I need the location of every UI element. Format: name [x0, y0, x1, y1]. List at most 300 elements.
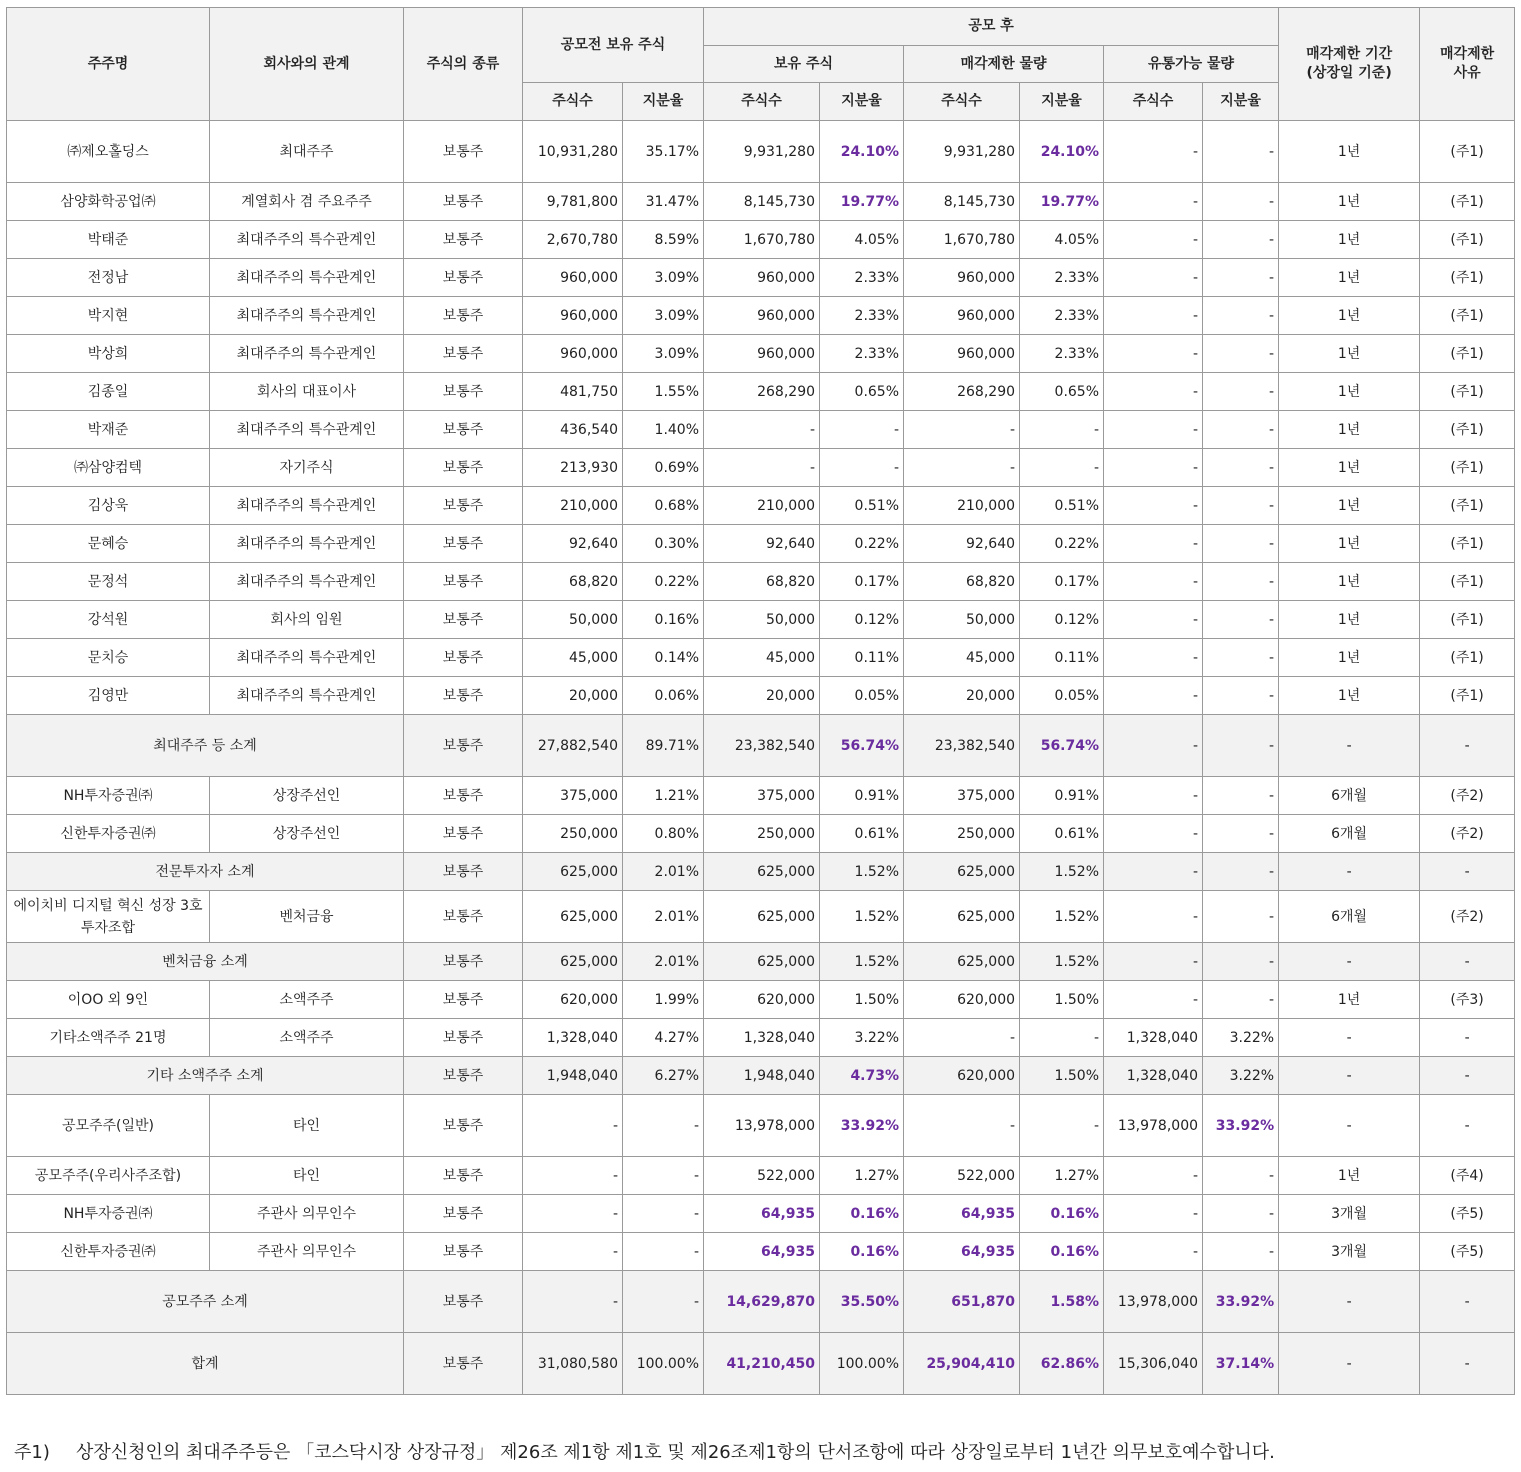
tr-ratio-cell: - — [1203, 563, 1279, 601]
res-ratio-cell: 62.86% — [1020, 1333, 1104, 1395]
hold-shares-cell: 45,000 — [704, 639, 820, 677]
stock-type-cell: 보통주 — [404, 373, 523, 411]
tr-shares-cell: - — [1104, 677, 1203, 715]
pre-ratio-cell: - — [623, 1271, 704, 1333]
pre-shares-cell: - — [523, 1195, 623, 1233]
tr-shares-cell: - — [1104, 373, 1203, 411]
res-ratio-cell: 4.05% — [1020, 221, 1104, 259]
relation-cell: 최대주주의 특수관계인 — [210, 563, 404, 601]
tr-shares-cell: - — [1104, 121, 1203, 183]
pre-shares-cell: 1,948,040 — [523, 1057, 623, 1095]
tr-shares-cell: 13,978,000 — [1104, 1095, 1203, 1157]
pre-ratio-cell: 31.47% — [623, 183, 704, 221]
restriction-period-cell: 1년 — [1279, 487, 1420, 525]
restriction-period-cell: 1년 — [1279, 601, 1420, 639]
tr-shares-cell: - — [1104, 1157, 1203, 1195]
tr-shares-cell: - — [1104, 981, 1203, 1019]
res-shares-cell: 20,000 — [904, 677, 1020, 715]
hold-ratio-cell: 0.16% — [820, 1195, 904, 1233]
relation-cell: 계열회사 겸 주요주주 — [210, 183, 404, 221]
stock-type-cell: 보통주 — [404, 221, 523, 259]
relation-cell: 상장주선인 — [210, 815, 404, 853]
shareholder-cell: 삼양화학공업㈜ — [7, 183, 210, 221]
res-ratio-cell: 0.05% — [1020, 677, 1104, 715]
footnote-label: 주1) — [14, 1442, 50, 1463]
res-ratio-cell: 2.33% — [1020, 297, 1104, 335]
pre-shares-cell: 625,000 — [523, 853, 623, 891]
hold-ratio-cell: 24.10% — [820, 121, 904, 183]
res-ratio-cell: - — [1020, 1095, 1104, 1157]
shareholder-cell: NH투자증권㈜ — [7, 1195, 210, 1233]
restriction-period-cell: 1년 — [1279, 297, 1420, 335]
subtotal-row — [7, 1057, 1515, 1095]
restriction-reason-cell: (주1) — [1420, 221, 1515, 259]
pre-ratio-cell: 1.21% — [623, 777, 704, 815]
res-ratio-cell: 24.10% — [1020, 121, 1104, 183]
table-row — [7, 487, 1515, 525]
res-shares-cell: 375,000 — [904, 777, 1020, 815]
stock-type-cell: 보통주 — [404, 815, 523, 853]
hold-shares-cell: 250,000 — [704, 815, 820, 853]
tr-shares-cell: - — [1104, 639, 1203, 677]
shareholder-cell: 박태준 — [7, 221, 210, 259]
stock-type-cell: 보통주 — [404, 1195, 523, 1233]
stock-type-cell: 보통주 — [404, 1157, 523, 1195]
pre-ratio-cell: 89.71% — [623, 715, 704, 777]
restriction-period-cell: 1년 — [1279, 411, 1420, 449]
hold-ratio-cell: 0.12% — [820, 601, 904, 639]
stock-type-cell: 보통주 — [404, 183, 523, 221]
stock-type-cell: 보통주 — [404, 639, 523, 677]
pre-ratio-cell: 0.30% — [623, 525, 704, 563]
pre-shares-cell: 92,640 — [523, 525, 623, 563]
hold-shares-cell: 625,000 — [704, 891, 820, 943]
relation-cell: 소액주주 — [210, 981, 404, 1019]
subtotal-row — [7, 943, 1515, 981]
hold-shares-cell: 1,670,780 — [704, 221, 820, 259]
shareholder-cell: 김영만 — [7, 677, 210, 715]
res-ratio-cell: 1.50% — [1020, 981, 1104, 1019]
hold-ratio-cell: 4.73% — [820, 1057, 904, 1095]
pre-shares-cell: - — [523, 1095, 623, 1157]
relation-cell: 벤처금융 — [210, 891, 404, 943]
pre-shares-cell: - — [523, 1271, 623, 1333]
restriction-reason-cell: (주1) — [1420, 335, 1515, 373]
header-tradable: 유통가능 물량 — [1104, 46, 1279, 83]
header-ratio: 지분율 — [1020, 83, 1104, 121]
restriction-reason-cell: (주1) — [1420, 601, 1515, 639]
hold-ratio-cell: 0.22% — [820, 525, 904, 563]
stock-type-cell: 보통주 — [404, 259, 523, 297]
relation-cell: 주관사 의무인수 — [210, 1233, 404, 1271]
restriction-reason-cell: (주1) — [1420, 487, 1515, 525]
hold-ratio-cell: 0.65% — [820, 373, 904, 411]
tr-shares-cell: - — [1104, 891, 1203, 943]
shareholder-cell: 김상욱 — [7, 487, 210, 525]
tr-ratio-cell: 37.14% — [1203, 1333, 1279, 1395]
stock-type-cell: 보통주 — [404, 891, 523, 943]
subtotal-row — [7, 1271, 1515, 1333]
subtotal-row — [7, 1333, 1515, 1395]
stock-type-cell: 보통주 — [404, 853, 523, 891]
pre-ratio-cell: 3.09% — [623, 259, 704, 297]
hold-ratio-cell: 100.00% — [820, 1333, 904, 1395]
pre-ratio-cell: 1.55% — [623, 373, 704, 411]
restriction-reason-cell: (주1) — [1420, 297, 1515, 335]
restriction-reason-cell: - — [1420, 853, 1515, 891]
shareholder-cell: 박재준 — [7, 411, 210, 449]
hold-shares-cell: 1,948,040 — [704, 1057, 820, 1095]
table-row — [7, 297, 1515, 335]
pre-shares-cell: - — [523, 1233, 623, 1271]
pre-ratio-cell: - — [623, 1233, 704, 1271]
res-shares-cell: 960,000 — [904, 335, 1020, 373]
res-ratio-cell: 1.27% — [1020, 1157, 1104, 1195]
tr-ratio-cell: - — [1203, 373, 1279, 411]
tr-shares-cell: - — [1104, 943, 1203, 981]
pre-ratio-cell: 0.68% — [623, 487, 704, 525]
res-ratio-cell: 0.22% — [1020, 525, 1104, 563]
hold-shares-cell: 23,382,540 — [704, 715, 820, 777]
stock-type-cell: 보통주 — [404, 449, 523, 487]
pre-ratio-cell: - — [623, 1095, 704, 1157]
res-shares-cell: 960,000 — [904, 259, 1020, 297]
restriction-reason-cell: (주1) — [1420, 449, 1515, 487]
hold-shares-cell: 8,145,730 — [704, 183, 820, 221]
shareholder-cell: 문정석 — [7, 563, 210, 601]
table-row — [7, 1095, 1515, 1157]
table-row — [7, 525, 1515, 563]
hold-shares-cell: 960,000 — [704, 259, 820, 297]
footnote — [14, 1438, 1275, 1464]
restriction-period-cell: 6개월 — [1279, 777, 1420, 815]
pre-ratio-cell: 4.27% — [623, 1019, 704, 1057]
tr-ratio-cell: - — [1203, 853, 1279, 891]
pre-shares-cell: 625,000 — [523, 891, 623, 943]
tr-ratio-cell: - — [1203, 677, 1279, 715]
hold-shares-cell: 68,820 — [704, 563, 820, 601]
shareholder-cell: 공모주주(일반) — [7, 1095, 210, 1157]
tr-ratio-cell: - — [1203, 259, 1279, 297]
stock-type-cell: 보통주 — [404, 715, 523, 777]
table-row — [7, 411, 1515, 449]
shareholder-cell: 문혜승 — [7, 525, 210, 563]
header-holding: 보유 주식 — [704, 46, 904, 83]
res-ratio-cell: 1.58% — [1020, 1271, 1104, 1333]
pre-ratio-cell: 35.17% — [623, 121, 704, 183]
hold-ratio-cell: 3.22% — [820, 1019, 904, 1057]
shareholder-cell: 강석원 — [7, 601, 210, 639]
tr-shares-cell: 15,306,040 — [1104, 1333, 1203, 1395]
shareholder-cell: 박상희 — [7, 335, 210, 373]
restriction-reason-cell: (주1) — [1420, 639, 1515, 677]
pre-ratio-cell: 3.09% — [623, 335, 704, 373]
tr-shares-cell: - — [1104, 183, 1203, 221]
hold-shares-cell: 522,000 — [704, 1157, 820, 1195]
hold-ratio-cell: 0.91% — [820, 777, 904, 815]
hold-shares-cell: 14,629,870 — [704, 1271, 820, 1333]
res-shares-cell: 64,935 — [904, 1195, 1020, 1233]
pre-shares-cell: 250,000 — [523, 815, 623, 853]
pre-shares-cell: 960,000 — [523, 335, 623, 373]
res-shares-cell: 620,000 — [904, 981, 1020, 1019]
restriction-period-cell: 1년 — [1279, 563, 1420, 601]
hold-ratio-cell: 1.52% — [820, 943, 904, 981]
lockup-shareholder-table — [6, 7, 1515, 1395]
stock-type-cell: 보통주 — [404, 563, 523, 601]
pre-ratio-cell: 0.06% — [623, 677, 704, 715]
tr-ratio-cell: - — [1203, 525, 1279, 563]
res-shares-cell: - — [904, 1019, 1020, 1057]
shareholder-cell: 박지현 — [7, 297, 210, 335]
relation-cell: 최대주주의 특수관계인 — [210, 639, 404, 677]
relation-cell: 소액주주 — [210, 1019, 404, 1057]
restriction-reason-cell: (주1) — [1420, 373, 1515, 411]
tr-shares-cell: - — [1104, 335, 1203, 373]
subtotal-row — [7, 715, 1515, 777]
table-row — [7, 183, 1515, 221]
res-ratio-cell: - — [1020, 449, 1104, 487]
hold-shares-cell: 50,000 — [704, 601, 820, 639]
stock-type-cell: 보통주 — [404, 677, 523, 715]
table-body — [7, 121, 1515, 1395]
stock-type-cell: 보통주 — [404, 1233, 523, 1271]
header-period-line1: 매각제한 기간 — [1306, 46, 1393, 62]
pre-shares-cell: 20,000 — [523, 677, 623, 715]
restriction-period-cell: - — [1279, 1333, 1420, 1395]
stock-type-cell: 보통주 — [404, 335, 523, 373]
pre-ratio-cell: 3.09% — [623, 297, 704, 335]
relation-cell: 최대주주 — [210, 121, 404, 183]
restriction-period-cell: - — [1279, 1271, 1420, 1333]
pre-shares-cell: 50,000 — [523, 601, 623, 639]
shareholder-cell: NH투자증권㈜ — [7, 777, 210, 815]
restriction-reason-cell: (주2) — [1420, 815, 1515, 853]
res-ratio-cell: 0.51% — [1020, 487, 1104, 525]
tr-ratio-cell: - — [1203, 297, 1279, 335]
pre-ratio-cell: - — [623, 1195, 704, 1233]
hold-shares-cell: 13,978,000 — [704, 1095, 820, 1157]
relation-cell: 타인 — [210, 1157, 404, 1195]
table-row — [7, 677, 1515, 715]
header-shares: 주식수 — [904, 83, 1020, 121]
shareholder-cell: 신한투자증권㈜ — [7, 1233, 210, 1271]
hold-ratio-cell: 0.51% — [820, 487, 904, 525]
stock-type-cell: 보통주 — [404, 297, 523, 335]
hold-ratio-cell: 33.92% — [820, 1095, 904, 1157]
subtotal-label-cell: 전문투자자 소계 — [7, 853, 404, 891]
res-ratio-cell: 1.50% — [1020, 1057, 1104, 1095]
restriction-period-cell: 1년 — [1279, 449, 1420, 487]
restriction-period-cell: - — [1279, 715, 1420, 777]
tr-ratio-cell: - — [1203, 981, 1279, 1019]
stock-type-cell: 보통주 — [404, 411, 523, 449]
table-row — [7, 981, 1515, 1019]
pre-ratio-cell: 6.27% — [623, 1057, 704, 1095]
pre-shares-cell: 210,000 — [523, 487, 623, 525]
restriction-reason-cell: (주1) — [1420, 563, 1515, 601]
pre-shares-cell: 436,540 — [523, 411, 623, 449]
hold-ratio-cell: 2.33% — [820, 259, 904, 297]
header-reason-line1: 매각제한 — [1440, 46, 1495, 62]
tr-shares-cell: - — [1104, 715, 1203, 777]
res-shares-cell: - — [904, 449, 1020, 487]
table-row — [7, 449, 1515, 487]
res-ratio-cell: 0.16% — [1020, 1233, 1104, 1271]
res-shares-cell: 92,640 — [904, 525, 1020, 563]
hold-shares-cell: 41,210,450 — [704, 1333, 820, 1395]
pre-shares-cell: 45,000 — [523, 639, 623, 677]
restriction-reason-cell: (주1) — [1420, 677, 1515, 715]
restriction-period-cell: 1년 — [1279, 121, 1420, 183]
tr-shares-cell: 1,328,040 — [1104, 1019, 1203, 1057]
restriction-period-cell: 1년 — [1279, 677, 1420, 715]
hold-shares-cell: 92,640 — [704, 525, 820, 563]
header-ratio: 지분율 — [820, 83, 904, 121]
stock-type-cell: 보통주 — [404, 121, 523, 183]
pre-ratio-cell: - — [623, 1157, 704, 1195]
restriction-reason-cell: - — [1420, 1095, 1515, 1157]
shareholder-cell: 김종일 — [7, 373, 210, 411]
hold-shares-cell: 625,000 — [704, 853, 820, 891]
hold-ratio-cell: 0.61% — [820, 815, 904, 853]
res-shares-cell: 45,000 — [904, 639, 1020, 677]
res-ratio-cell: 56.74% — [1020, 715, 1104, 777]
restriction-period-cell: - — [1279, 943, 1420, 981]
hold-ratio-cell: 56.74% — [820, 715, 904, 777]
shareholder-cell: 신한투자증권㈜ — [7, 815, 210, 853]
restriction-period-cell: 1년 — [1279, 373, 1420, 411]
res-shares-cell: 268,290 — [904, 373, 1020, 411]
relation-cell: 상장주선인 — [210, 777, 404, 815]
header-ratio: 지분율 — [623, 83, 704, 121]
pre-shares-cell: 9,781,800 — [523, 183, 623, 221]
res-shares-cell: - — [904, 411, 1020, 449]
table-row — [7, 601, 1515, 639]
res-shares-cell: 522,000 — [904, 1157, 1020, 1195]
tr-ratio-cell: - — [1203, 221, 1279, 259]
header-shares: 주식수 — [1104, 83, 1203, 121]
restriction-period-cell: 1년 — [1279, 221, 1420, 259]
table-row — [7, 777, 1515, 815]
stock-type-cell: 보통주 — [404, 943, 523, 981]
table-row — [7, 121, 1515, 183]
pre-shares-cell: 2,670,780 — [523, 221, 623, 259]
res-shares-cell: 25,904,410 — [904, 1333, 1020, 1395]
restriction-period-cell: 6개월 — [1279, 815, 1420, 853]
hold-shares-cell: 268,290 — [704, 373, 820, 411]
hold-shares-cell: 20,000 — [704, 677, 820, 715]
restriction-period-cell: - — [1279, 853, 1420, 891]
pre-ratio-cell: 0.80% — [623, 815, 704, 853]
pre-shares-cell: 960,000 — [523, 259, 623, 297]
tr-shares-cell: - — [1104, 1195, 1203, 1233]
restriction-period-cell: - — [1279, 1019, 1420, 1057]
restriction-reason-cell: (주1) — [1420, 183, 1515, 221]
tr-ratio-cell: - — [1203, 639, 1279, 677]
res-shares-cell: 210,000 — [904, 487, 1020, 525]
hold-ratio-cell: 2.33% — [820, 335, 904, 373]
stock-type-cell: 보통주 — [404, 1095, 523, 1157]
tr-shares-cell: - — [1104, 487, 1203, 525]
tr-ratio-cell: - — [1203, 943, 1279, 981]
header-post-ipo: 공모 후 — [704, 8, 1279, 46]
tr-ratio-cell: - — [1203, 183, 1279, 221]
subtotal-label-cell: 합계 — [7, 1333, 404, 1395]
pre-ratio-cell: 0.14% — [623, 639, 704, 677]
table-row — [7, 259, 1515, 297]
pre-shares-cell: 375,000 — [523, 777, 623, 815]
res-shares-cell: 9,931,280 — [904, 121, 1020, 183]
hold-shares-cell: 620,000 — [704, 981, 820, 1019]
pre-shares-cell: 625,000 — [523, 943, 623, 981]
tr-shares-cell: - — [1104, 563, 1203, 601]
restriction-reason-cell: (주5) — [1420, 1195, 1515, 1233]
pre-shares-cell: 620,000 — [523, 981, 623, 1019]
hold-ratio-cell: 1.52% — [820, 853, 904, 891]
hold-ratio-cell: 1.50% — [820, 981, 904, 1019]
hold-ratio-cell: 1.52% — [820, 891, 904, 943]
pre-ratio-cell: 8.59% — [623, 221, 704, 259]
tr-shares-cell: - — [1104, 525, 1203, 563]
relation-cell: 최대주주의 특수관계인 — [210, 487, 404, 525]
tr-ratio-cell: - — [1203, 815, 1279, 853]
header-shares: 주식수 — [523, 83, 623, 121]
res-ratio-cell: 0.61% — [1020, 815, 1104, 853]
shareholder-cell: 기타소액주주 21명 — [7, 1019, 210, 1057]
restriction-reason-cell: (주5) — [1420, 1233, 1515, 1271]
restriction-period-cell: 1년 — [1279, 1157, 1420, 1195]
relation-cell: 최대주주의 특수관계인 — [210, 297, 404, 335]
pre-shares-cell: 68,820 — [523, 563, 623, 601]
restriction-reason-cell: - — [1420, 1333, 1515, 1395]
hold-shares-cell: 64,935 — [704, 1233, 820, 1271]
relation-cell: 자기주식 — [210, 449, 404, 487]
res-ratio-cell: 2.33% — [1020, 335, 1104, 373]
tr-shares-cell: - — [1104, 221, 1203, 259]
restriction-reason-cell: (주1) — [1420, 411, 1515, 449]
pre-shares-cell: 10,931,280 — [523, 121, 623, 183]
subtotal-row — [7, 853, 1515, 891]
res-shares-cell: 1,670,780 — [904, 221, 1020, 259]
tr-shares-cell: - — [1104, 1233, 1203, 1271]
header-stock-type: 주식의 종류 — [404, 8, 523, 121]
restriction-period-cell: - — [1279, 1095, 1420, 1157]
restriction-period-cell: 6개월 — [1279, 891, 1420, 943]
subtotal-label-cell: 벤처금융 소계 — [7, 943, 404, 981]
table-row — [7, 1233, 1515, 1271]
hold-shares-cell: 375,000 — [704, 777, 820, 815]
relation-cell: 주관사 의무인수 — [210, 1195, 404, 1233]
res-ratio-cell: 1.52% — [1020, 943, 1104, 981]
relation-cell: 회사의 대표이사 — [210, 373, 404, 411]
footnote-text: 상장신청인의 최대주주등은 「코스닥시장 상장규정」 제26조 제1항 제1호 및 제26조제1항의 단서조항에 따라 상장일로부터 1년간 의무보호예수합니다. — [76, 1442, 1275, 1463]
stock-type-cell: 보통주 — [404, 1019, 523, 1057]
pre-ratio-cell: 0.16% — [623, 601, 704, 639]
stock-type-cell: 보통주 — [404, 1271, 523, 1333]
restriction-period-cell: 1년 — [1279, 259, 1420, 297]
res-shares-cell: 68,820 — [904, 563, 1020, 601]
res-shares-cell: 960,000 — [904, 297, 1020, 335]
pre-shares-cell: 31,080,580 — [523, 1333, 623, 1395]
header-shares: 주식수 — [704, 83, 820, 121]
stock-type-cell: 보통주 — [404, 525, 523, 563]
tr-shares-cell: - — [1104, 777, 1203, 815]
tr-shares-cell: - — [1104, 853, 1203, 891]
tr-ratio-cell: - — [1203, 777, 1279, 815]
pre-ratio-cell: 2.01% — [623, 853, 704, 891]
hold-shares-cell: 64,935 — [704, 1195, 820, 1233]
